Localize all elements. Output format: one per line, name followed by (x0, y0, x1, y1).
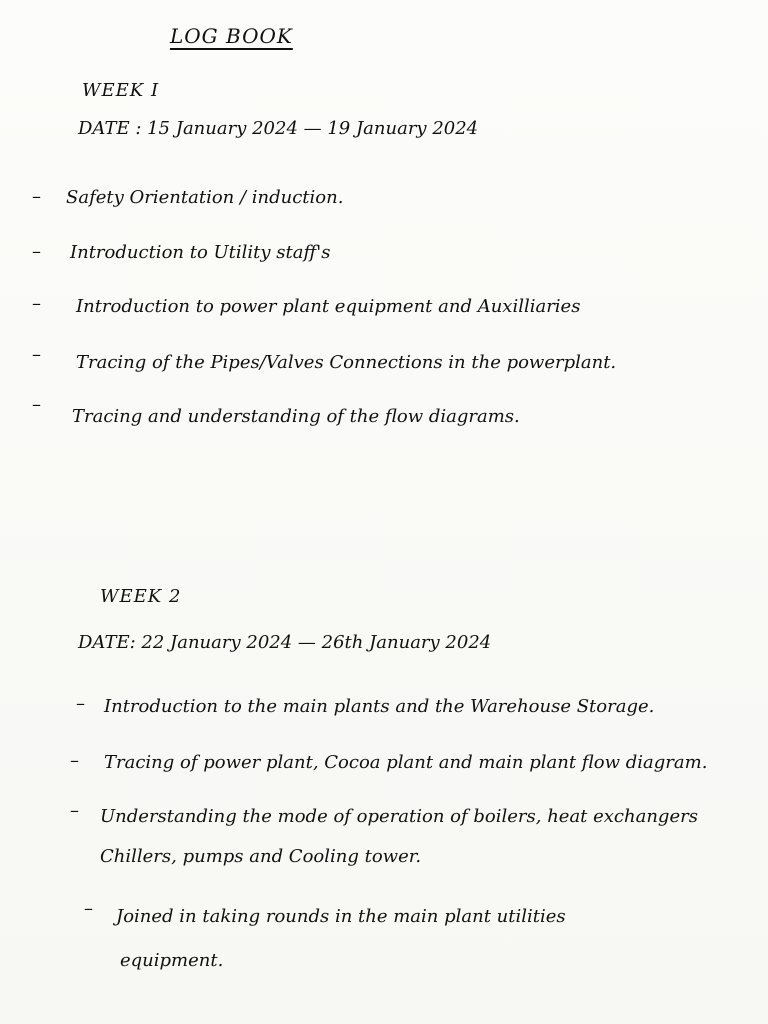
week1-entry-3: Introduction to power plant equipment and Auxilliaries (76, 296, 581, 317)
week2-entry-3-continued: Chillers, pumps and Cooling tower. (100, 846, 422, 867)
week2-heading: WEEK 2 (100, 586, 182, 607)
bullet-dash: – (32, 186, 41, 207)
bullet-dash: – (70, 750, 79, 771)
bullet-dash: – (32, 293, 41, 314)
bullet-dash: – (84, 898, 93, 919)
bullet-dash: – (70, 800, 79, 821)
week1-entry-4: Tracing of the Pipes/Valves Connections in the powerplant. (76, 352, 617, 373)
week2-entry-3: Understanding the mode of operation of boilers, heat exchangers (100, 806, 698, 827)
week1-date: DATE : 15 January 2024 — 19 January 2024 (78, 118, 479, 139)
week1-heading: WEEK I (82, 80, 160, 101)
bullet-dash: – (76, 693, 85, 714)
week2-entry-4-continued: equipment. (120, 950, 224, 971)
bullet-dash: – (32, 344, 41, 365)
week2-entry-2: Tracing of power plant, Cocoa plant and main plant flow diagram. (104, 752, 708, 773)
week2-entry-1: Introduction to the main plants and the Warehouse Storage. (104, 696, 655, 717)
week2-date: DATE: 22 January 2024 — 26th January 2024 (78, 632, 492, 653)
week2-entry-4: Joined in taking rounds in the main plant utilities (116, 906, 566, 927)
page-title: LOG BOOK (170, 24, 293, 48)
week1-entry-5: Tracing and understanding of the flow diagrams. (72, 406, 520, 427)
bullet-dash: – (32, 394, 41, 415)
week1-entry-1: Safety Orientation / induction. (66, 187, 344, 208)
bullet-dash: – (32, 241, 41, 262)
week1-entry-2: Introduction to Utility staff's (70, 242, 331, 263)
